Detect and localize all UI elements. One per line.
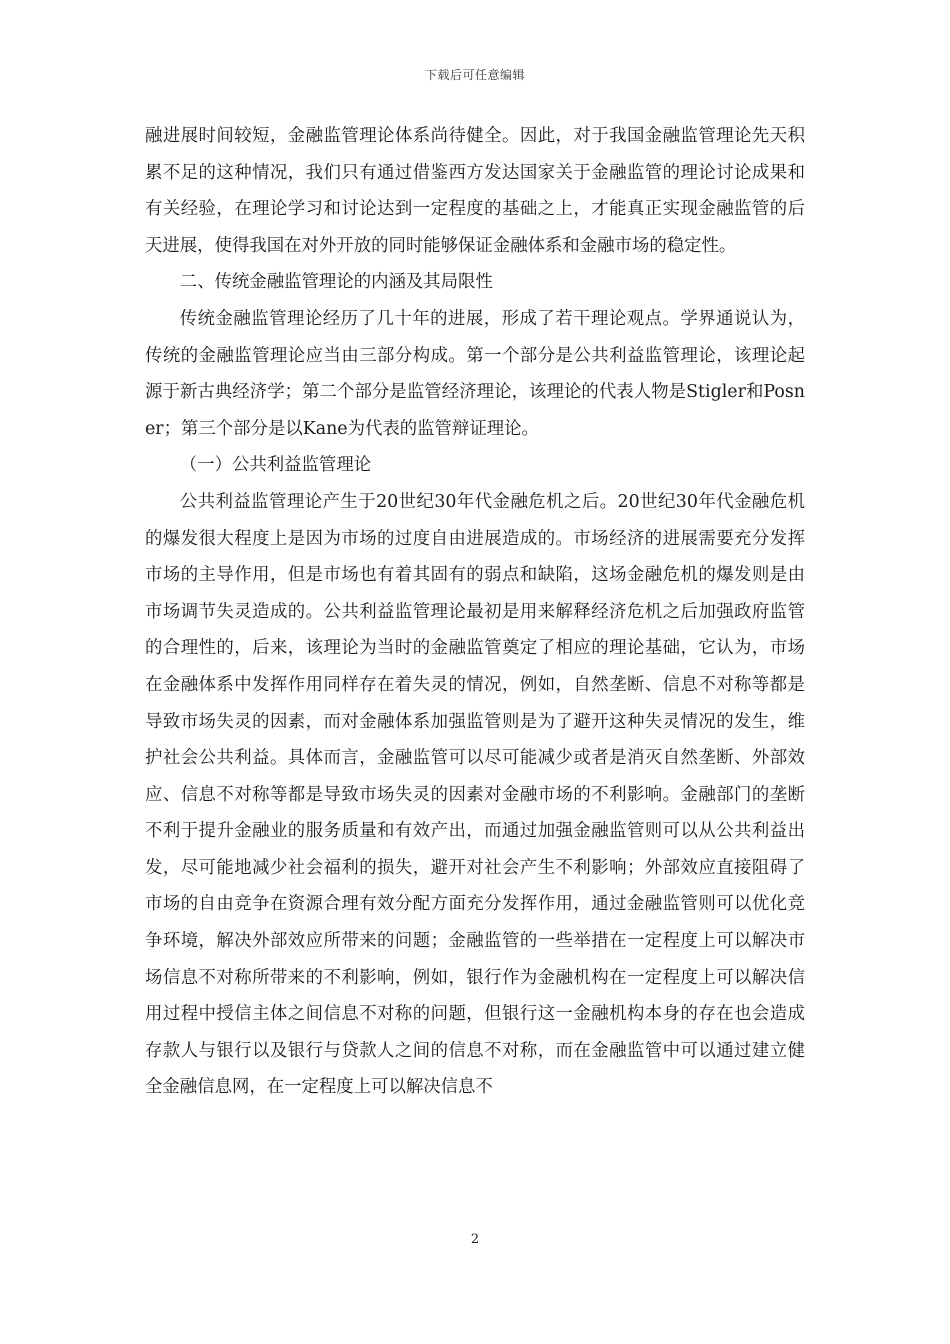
paragraph-traditional-theory: 传统金融监管理论经历了几十年的进展，形成了若干理论观点。学界通说认为，传统的金融监管理论应当由三部分构成。第一个部分是公共利益监管理论，该理论起源于新古典经济学；第二个部分是监管经济理论，该理论的代表人物是Stigler和Posner；第三个部分是以Kane为代表的监管辩证理论。 bbox=[145, 308, 805, 439]
paragraph-continuation: 融进展时间较短，金融监管理论体系尚待健全。因此，对于我国金融监管理论先天积累不足的这种情况，我们只有通过借鉴西方发达国家关于金融监管的理论讨论成果和有关经验，在理论学习和讨论达到一定程度的基础之上，才能真正实现金融监管的后天进展，使得我国在对外开放的同时能够保证金融体系和金融市场的稳定性。 bbox=[145, 126, 805, 256]
subsection-heading-1: （一）公共利益监管理论 bbox=[179, 455, 372, 476]
section-heading-2: 二、传统金融监管理论的内涵及其局限性 bbox=[179, 272, 493, 293]
document-body bbox=[145, 118, 805, 1106]
page-number: 2 bbox=[470, 1232, 480, 1247]
paragraph-public-interest-theory: 公共利益监管理论产生于20世纪30年代金融危机之后。20世纪30年代金融危机的爆发很大程度上是因为市场的过度自由进展造成的。市场经济的进展需要充分发挥市场的主导作用，但是市场也有着其固有的弱点和缺陷，这场金融危机的爆发则是由市场调节失灵造成的。公共利益监管理论最初是用来解释经济危机之后加强政府监管的合理性的，后来，该理论为当时的金融监管奠定了相应的理论基础，它认为，市场在金融体系中发挥作用同样存在着失灵的情况，例如，自然垄断、信息不对称等都是导致市场失灵的因素，而对金融体系加强监管则是为了避开这种失灵情况的发生，维护社会公共利益。具体而言，金融监管可以尽可能减少或者是消灭自然垄断、外部效应、信息不对称等都是导致市场失灵的因素对金融市场的不利影响。金融部门的垄断不利于提升金融业的服务质量和有效产出，而通过加强金融监管则可以从公共利益出发，尽可能地减少社会福利的损失，避开对社会产生不利影响；外部效应直接阻碍了市场的自由竞争在资源合理有效分配方面充分发挥作用，通过金融监管则可以优化竞争环境，解决外部效应所带来的问题；金融监管的一些举措在一定程度上可以解决市场信息不对称所带来的不利影响，例如，银行作为金融机构在一定程度上可以解决信用过程中授信主体之间信息不对称的问题，但银行这一金融机构本身的存在也会造成存款人与银行以及银行与贷款人之间的信息不对称，而在金融监管中可以通过建立健全金融信息网，在一定程度上可以解决信息不 bbox=[145, 491, 805, 1098]
header-note: 下载后可任意编辑 bbox=[424, 68, 525, 82]
